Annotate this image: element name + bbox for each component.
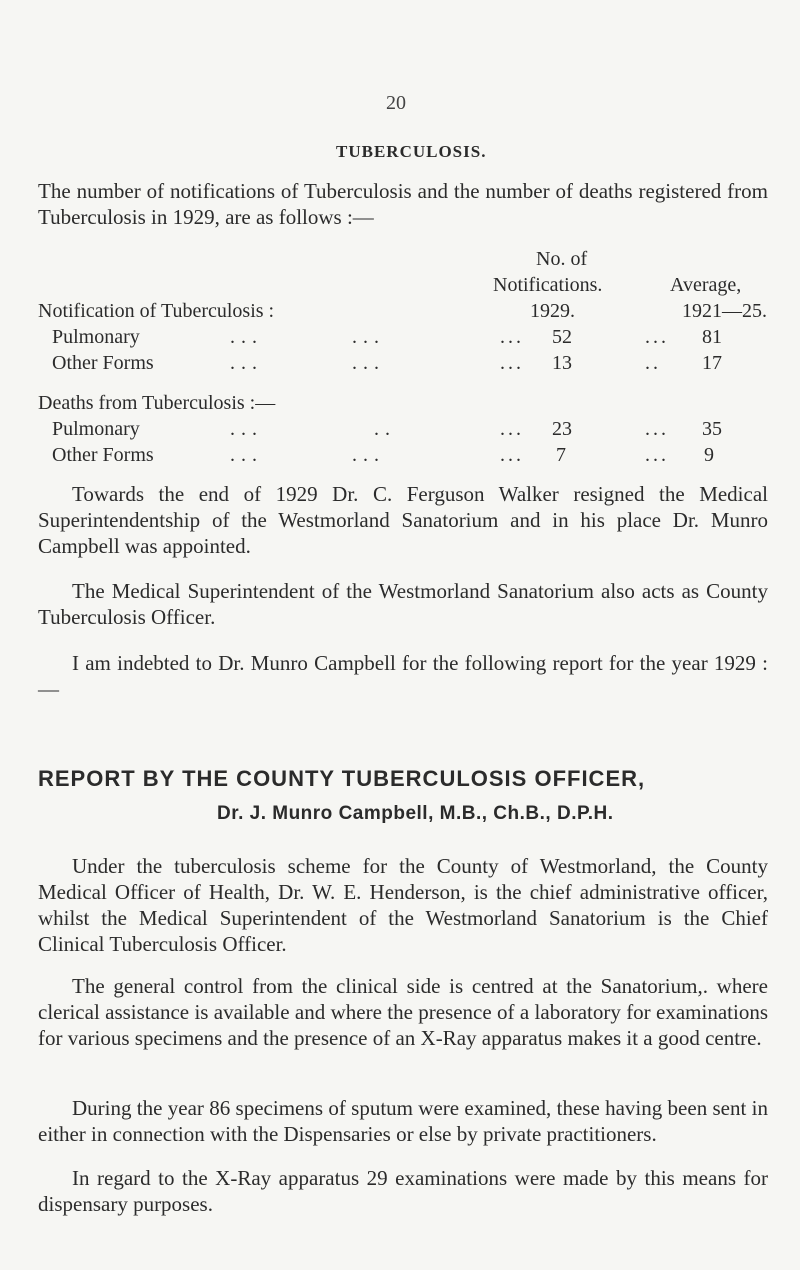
notification-section-label: Notification of Tuberculosis :: [38, 300, 275, 322]
intro-paragraph: The number of notifications of Tuberculosis and the number of deaths registered from Tuberculosis in 1929, are as follows :—: [38, 179, 768, 229]
leader-dots: ...: [645, 444, 669, 466]
value-pulmonary-average: 81: [702, 326, 722, 348]
row-label: Other Forms: [52, 444, 154, 466]
leader-dots: ...: [500, 418, 524, 440]
paragraph-sputum: During the year 86 specimens of sputum were examined, these having been sent in either in connection with the Dispensaries or else by private practitioners.: [38, 1096, 768, 1146]
leader-dots: ...: [500, 326, 524, 348]
year-1929-label: 1929.: [530, 300, 575, 322]
leader-dots: ...: [500, 352, 524, 374]
paragraph-xray: In regard to the X-Ray apparatus 29 examinations were made by this means for dispensary purposes.: [38, 1166, 768, 1216]
leader-dots: ...: [230, 352, 263, 374]
page-number: 20: [386, 92, 406, 114]
leader-dots: ...: [352, 444, 385, 466]
leader-dots: ..: [374, 418, 396, 440]
report-title: REPORT BY THE COUNTY TUBERCULOSIS OFFICER,: [38, 766, 646, 791]
leader-dots: ...: [352, 352, 385, 374]
leader-dots: ...: [230, 418, 263, 440]
leader-dots: ...: [645, 326, 669, 348]
paragraph-county-officer: The Medical Superintendent of the Westmorland Sanatorium also acts as County Tuberculosis Officer.: [38, 579, 768, 629]
paragraph-scheme: Under the tuberculosis scheme for the County of Westmorland, the County Medical Officer of Health, Dr. W. E. Henderson, is the chief administrative officer, whilst the Medical Superintendent of the Westmorland Sanatorium is the Chief Clinical Tuberculosis Officer.: [38, 854, 768, 956]
leader-dots: ...: [230, 444, 263, 466]
year-range-label: 1921—25.: [682, 300, 767, 322]
col-header-notifications-2: Notifications.: [493, 274, 603, 296]
paragraph-general-control: The general control from the clinical side is centred at the Sanatorium,. where clerical assistance is available and where the presence of a laboratory for examinations for various specimens and the presence of an X-Ray apparatus makes it a good centre.: [38, 974, 768, 1050]
value-other-1929: 13: [552, 352, 572, 374]
row-label: Pulmonary: [52, 326, 140, 348]
value-other-average: 17: [702, 352, 722, 374]
value-pulmonary-1929: 52: [552, 326, 572, 348]
deaths-section-label: Deaths from Tuberculosis :—: [38, 392, 276, 414]
leader-dots: ...: [230, 326, 263, 348]
leader-dots: ...: [645, 418, 669, 440]
row-label: Other Forms: [52, 352, 154, 374]
paragraph-indebted: I am indebted to Dr. Munro Campbell for the following report for the year 1929 :—: [38, 651, 768, 701]
col-header-average: Average,: [670, 274, 742, 296]
value-death-pulmonary-average: 35: [702, 418, 722, 440]
value-death-other-1929: 7: [556, 444, 566, 466]
report-author: Dr. J. Munro Campbell, M.B., Ch.B., D.P.H.: [217, 803, 614, 824]
col-header-notifications-1: No. of: [536, 248, 588, 270]
row-label: Pulmonary: [52, 418, 140, 440]
paragraph-resignation: Towards the end of 1929 Dr. C. Ferguson Walker resigned the Medical Superintendentship of the Westmorland Sanatorium and in his place Dr. Munro Campbell was appointed.: [38, 482, 768, 558]
leader-dots: ...: [352, 326, 385, 348]
section-title: TUBERCULOSIS.: [336, 142, 487, 161]
value-death-other-average: 9: [704, 444, 714, 466]
value-death-pulmonary-1929: 23: [552, 418, 572, 440]
leader-dots: ..: [645, 352, 661, 374]
leader-dots: ...: [500, 444, 524, 466]
